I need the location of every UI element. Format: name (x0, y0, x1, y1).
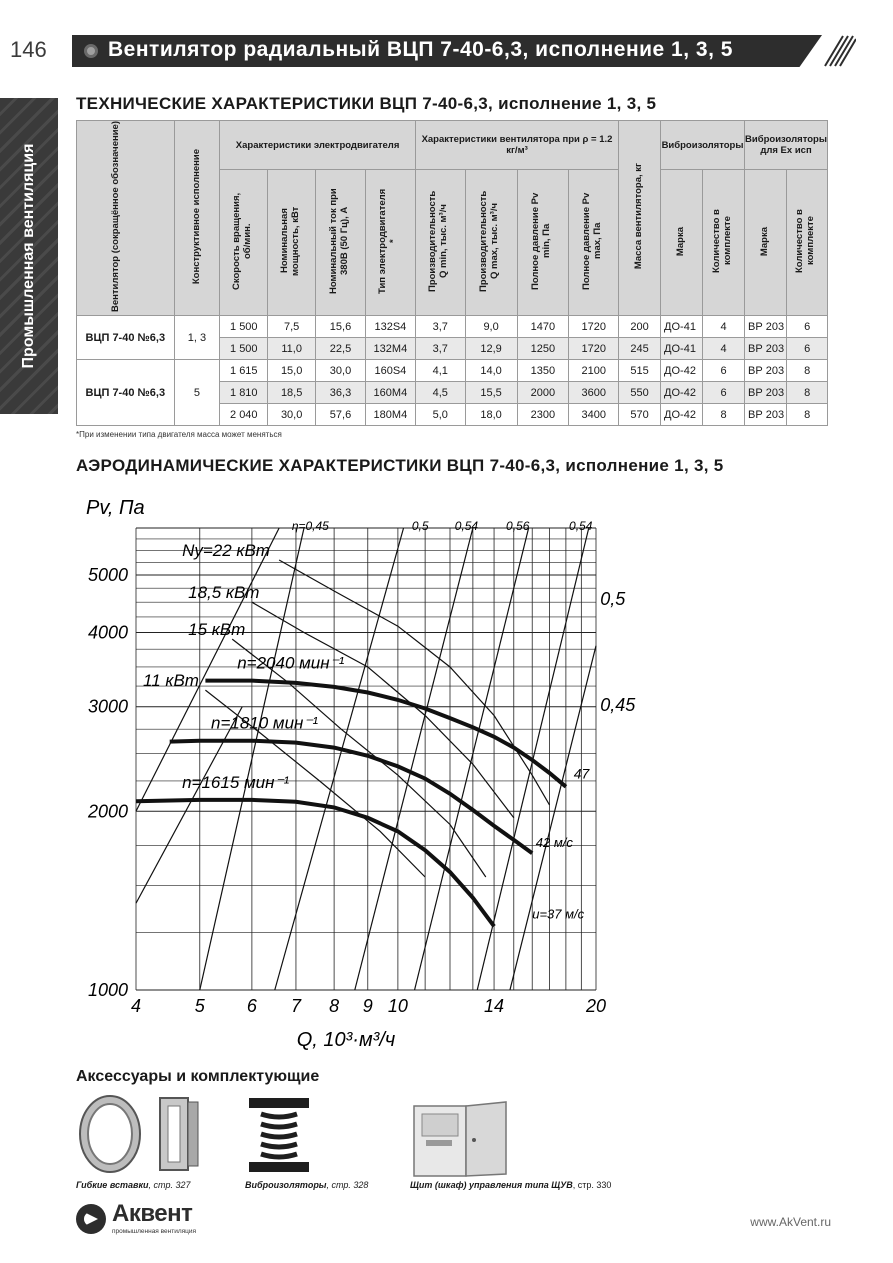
accessory-control-cabinet: Щит (шкаф) управления типа ЩУВ, стр. 330 (410, 1180, 612, 1190)
efficiency-line (275, 528, 404, 990)
header-qmax: Производительность Q max, тыс. м³/ч (465, 170, 517, 316)
logo-icon (76, 1204, 106, 1234)
table-cell: 1 500 (220, 316, 268, 338)
chart-annotation: 47 (573, 765, 590, 782)
header-fan: Вентилятор (сокращённое обозначение) (77, 121, 175, 316)
model-cell: ВЦП 7-40 №6,3 (77, 360, 175, 426)
y-tick-label: 4000 (87, 622, 128, 643)
header-power: Номинальная мощность, кВт (268, 170, 316, 316)
series-label: n=2040 мин⁻¹ (237, 653, 345, 673)
table-cell: 8 (787, 404, 828, 426)
header-vib-qty: Количество в комплекте (703, 170, 745, 316)
table-cell: 3600 (569, 382, 619, 404)
side-tab-label: Промышленная вентиляция (20, 143, 37, 369)
table-cell: 36,3 (316, 382, 366, 404)
table-cell: 15,0 (268, 360, 316, 382)
table-cell: 12,9 (465, 338, 517, 360)
chart-annotation: 0,54 (569, 519, 593, 534)
header-speed: Скорость вращения, об/мин. (220, 170, 268, 316)
aero-section-title: АЭРОДИНАМИЧЕСКИЕ ХАРАКТЕРИСТИКИ ВЦП 7-40-6,3, исполнение 1, 3, 5 (76, 456, 724, 475)
table-cell: ВР 203 (745, 404, 787, 426)
y-tick-label: 2000 (87, 801, 128, 822)
power-label: Ny=22 кВт (182, 540, 270, 560)
table-cell: 4 (703, 316, 745, 338)
y-tick-label: 3000 (87, 696, 128, 717)
aero-chart (70, 490, 670, 1050)
spec-table (76, 120, 828, 426)
header-mass: Масса вентилятора, кг (619, 121, 661, 316)
table-cell: 14,0 (465, 360, 517, 382)
header-vibex-brand: Марка (745, 170, 787, 316)
power-curve (252, 602, 514, 818)
footnote: *При изменении типа двигателя масса может меняться (76, 430, 282, 439)
table-cell: 3400 (569, 404, 619, 426)
power-curve (232, 639, 486, 877)
x-tick-label: 20 (585, 996, 607, 1016)
gear-icon (84, 44, 98, 58)
table-cell: 15,6 (316, 316, 366, 338)
flexible-insert-image (76, 1094, 206, 1174)
table-cell: ВР 203 (745, 382, 787, 404)
x-axis-label: Q, 10³·м³/ч (296, 1029, 396, 1050)
x-tick-label: 5 (194, 996, 205, 1016)
table-row (77, 360, 828, 382)
table-cell: 9,0 (465, 316, 517, 338)
page-title: Вентилятор радиальный ВЦП 7-40-6,3, исполнение 1, 3, 5 (108, 38, 733, 61)
table-cell: 245 (619, 338, 661, 360)
y-axis-label: Pv, Па (86, 497, 145, 519)
control-cabinet-image (410, 1100, 510, 1178)
accessories-title: Аксессуары и комплектующие (76, 1068, 320, 1085)
design-cell: 5 (174, 360, 220, 426)
table-cell: 22,5 (316, 338, 366, 360)
table-cell: 6 (703, 382, 745, 404)
table-cell: ВР 203 (745, 360, 787, 382)
brand-subtitle: промышленная вентиляция (112, 1228, 197, 1235)
website-link[interactable]: www.AkVent.ru (750, 1215, 831, 1229)
chart-annotation: 42 м/с (535, 835, 573, 851)
header-vibex-group: Виброизоляторы для Ex исп (745, 121, 828, 170)
header-pvmax: Полное давление Pv max, Па (569, 170, 619, 316)
table-cell: 18,5 (268, 382, 316, 404)
chart-annotation: 0,5 (600, 589, 626, 610)
table-cell: 2 040 (220, 404, 268, 426)
table-cell: 1720 (569, 338, 619, 360)
page-number-box (0, 35, 72, 67)
series-label: n=1615 мин⁻¹ (182, 772, 290, 792)
table-cell: ДО-42 (661, 382, 703, 404)
table-cell: 1 615 (220, 360, 268, 382)
table-cell: 2100 (569, 360, 619, 382)
power-curve (279, 560, 549, 805)
table-cell: 57,6 (316, 404, 366, 426)
power-label: 11 кВт (143, 671, 199, 691)
chart-annotation: u=37 м/с (532, 906, 585, 922)
table-cell: 1 810 (220, 382, 268, 404)
chart-annotation: η=0,45 (291, 519, 329, 534)
table-cell: 570 (619, 404, 661, 426)
table-cell: ВР 203 (745, 316, 787, 338)
header-vib-group: Виброизоляторы (661, 121, 745, 170)
side-tab (0, 98, 58, 414)
chart-annotation: 0,54 (454, 519, 479, 534)
chart-annotation: 0,56 (506, 519, 530, 534)
table-cell: ДО-41 (661, 338, 703, 360)
table-cell: 132S4 (365, 316, 415, 338)
table-cell: 2000 (517, 382, 569, 404)
header-qmin: Производительность Q min, тыс. м³/ч (415, 170, 465, 316)
table-cell: 1470 (517, 316, 569, 338)
x-tick-label: 9 (362, 996, 373, 1016)
table-cell: ДО-41 (661, 316, 703, 338)
header-pvmin: Полное давление Pv min, Па (517, 170, 569, 316)
table-cell: 4,5 (415, 382, 465, 404)
vibration-isolator-image (245, 1094, 315, 1176)
slashes-decoration (816, 35, 856, 67)
header-motor-group: Характеристики электродвигателя (220, 121, 415, 170)
accessory-vibration-isolator: Виброизоляторы, стр. 328 (245, 1180, 369, 1190)
table-cell: 6 (787, 338, 828, 360)
table-cell: 3,7 (415, 338, 465, 360)
table-cell: 160S4 (365, 360, 415, 382)
table-cell: 30,0 (316, 360, 366, 382)
chart-annotation: 0,45 (600, 695, 636, 716)
x-tick-label: 4 (130, 996, 142, 1016)
table-row (77, 316, 828, 338)
table-cell: 1250 (517, 338, 569, 360)
table-cell: 8 (787, 360, 828, 382)
table-cell: 7,5 (268, 316, 316, 338)
series-label: n=1810 мин⁻¹ (210, 713, 319, 733)
series-line (170, 741, 533, 854)
table-cell: 18,0 (465, 404, 517, 426)
chart-annotation: 0,5 (411, 519, 429, 534)
table-cell: 6 (787, 316, 828, 338)
table-cell: 30,0 (268, 404, 316, 426)
x-tick-label: 6 (246, 996, 257, 1016)
power-label: 15 кВт (188, 620, 246, 640)
header-current: Номинальный ток при 380В (50 Гц), А (316, 170, 366, 316)
brand-name: Аквент (112, 1200, 193, 1227)
table-cell: 1720 (569, 316, 619, 338)
y-tick-label: 1000 (87, 980, 128, 1000)
header-vib-brand: Марка (661, 170, 703, 316)
table-cell: 132M4 (365, 338, 415, 360)
tech-section-title: ТЕХНИЧЕСКИЕ ХАРАКТЕРИСТИКИ ВЦП 7-40-6,3, исполнение 1, 3, 5 (76, 94, 657, 113)
table-cell: 8 (787, 382, 828, 404)
model-cell: ВЦП 7-40 №6,3 (77, 316, 175, 360)
table-cell: 515 (619, 360, 661, 382)
table-cell: 3,7 (415, 316, 465, 338)
page-number: 146 (10, 37, 47, 62)
table-cell: 8 (703, 404, 745, 426)
x-tick-label: 8 (329, 996, 340, 1016)
header-vibex-qty: Количество в комплекте (787, 170, 828, 316)
table-cell: 2300 (517, 404, 569, 426)
x-tick-label: 10 (387, 996, 408, 1016)
efficiency-line (415, 528, 529, 990)
table-cell: 550 (619, 382, 661, 404)
table-cell: 4,1 (415, 360, 465, 382)
table-cell: 1350 (517, 360, 569, 382)
table-cell: ДО-42 (661, 404, 703, 426)
series-line (136, 800, 494, 926)
table-cell: 15,5 (465, 382, 517, 404)
table-cell: 5,0 (415, 404, 465, 426)
table-cell: 4 (703, 338, 745, 360)
table-cell: 1 500 (220, 338, 268, 360)
x-tick-label: 7 (290, 996, 301, 1016)
power-label: 18,5 кВт (188, 583, 260, 603)
table-cell: 180M4 (365, 404, 415, 426)
table-cell: 160M4 (365, 382, 415, 404)
table-cell: ДО-42 (661, 360, 703, 382)
header-design: Конструктивное исполнение (174, 121, 220, 316)
x-tick-label: 14 (484, 996, 505, 1016)
table-cell: 200 (619, 316, 661, 338)
efficiency-line (510, 646, 596, 990)
y-tick-label: 5000 (87, 565, 128, 586)
header-fan-group: Характеристики вентилятора при ρ = 1.2 кг/м³ (415, 121, 618, 170)
table-cell: ВР 203 (745, 338, 787, 360)
header-motor-type: Тип электродвигателя * (365, 170, 415, 316)
design-cell: 1, 3 (174, 316, 220, 360)
table-cell: 6 (703, 360, 745, 382)
accessory-flexible-insert: Гибкие вставки, стр. 327 (76, 1180, 191, 1190)
table-cell: 11,0 (268, 338, 316, 360)
series-line (205, 681, 566, 787)
page-header (0, 35, 893, 67)
